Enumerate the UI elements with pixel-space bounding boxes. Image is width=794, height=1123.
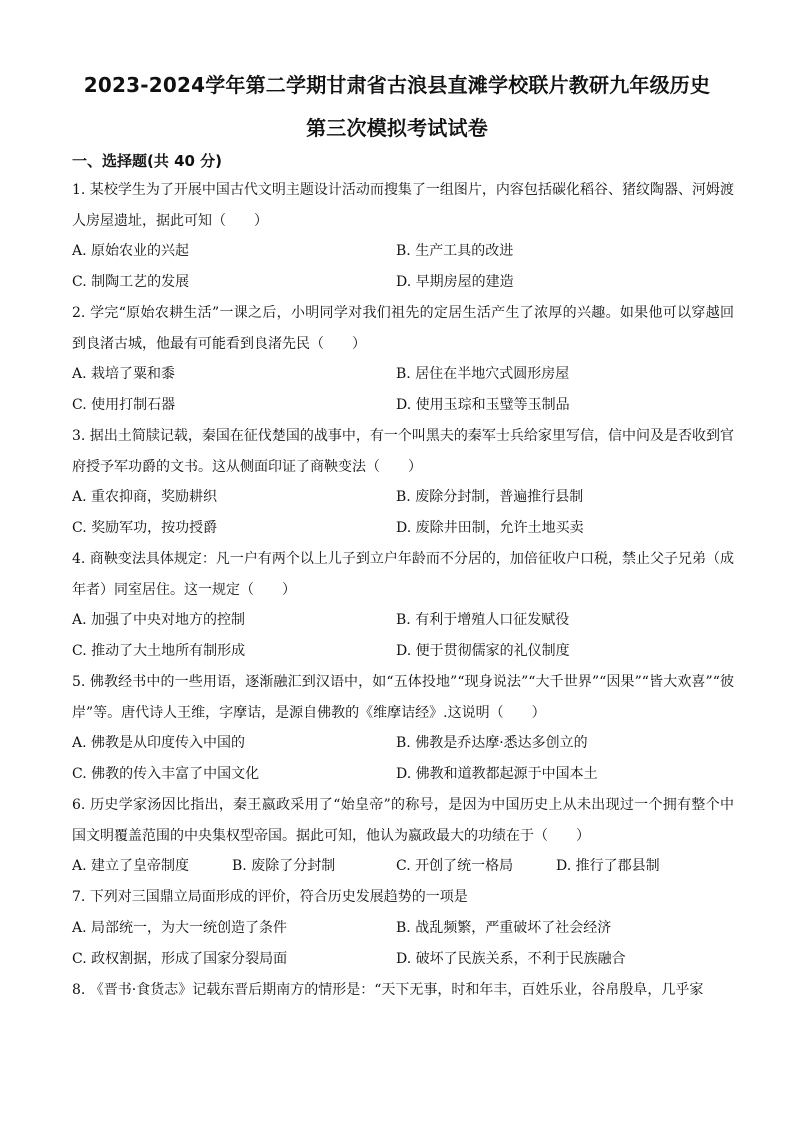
question-7 bbox=[72, 882, 734, 975]
question-text: 6. 历史学家汤因比指出，秦王嬴政采用了“始皇帝”的称号，是因为中国历史上从未出现过一个拥有整个中国文明覆盖范围的中央集权型帝国。据此可知，他认为嬴政最大的功绩在于（ ） bbox=[72, 797, 734, 844]
option-d[interactable]: D. 破坏了民族关系，不利于民族融合 bbox=[396, 950, 626, 967]
option-row bbox=[72, 636, 734, 667]
question-5 bbox=[72, 667, 734, 790]
question-text: 5. 佛教经书中的一些用语，逐渐融汇到汉语中，如“五体投地”“现身说法”“大千世界”“因果”“皆大欢喜”“彼岸”等。唐代诗人王维，字摩诘，是源自佛教的《维摩诘经》.这说明（ ） bbox=[72, 674, 734, 721]
question-text: 7. 下列对三国鼎立局面形成的评价，符合历史发展趋势的一项是 bbox=[72, 889, 468, 905]
option-row bbox=[72, 390, 734, 421]
question-text: 2. 学完“原始农耕生活”一课之后，小明同学对我们祖先的定居生活产生了浓厚的兴趣。如果他可以穿越回到良渚古城，他最有可能看到良渚先民（ ） bbox=[72, 305, 734, 352]
option-b[interactable]: B. 废除分封制，普遍推行县制 bbox=[396, 489, 584, 505]
question-6 bbox=[72, 790, 734, 882]
option-row bbox=[72, 236, 734, 267]
question-4 bbox=[72, 544, 734, 667]
option-b[interactable]: B. 居住在半地穴式圆形房屋 bbox=[396, 366, 570, 382]
option-d[interactable]: D. 早期房屋的建造 bbox=[396, 274, 514, 290]
option-a[interactable]: A. 建立了皇帝制度 bbox=[72, 858, 190, 874]
option-row bbox=[72, 605, 734, 636]
question-3 bbox=[72, 421, 734, 544]
question-2 bbox=[72, 298, 734, 421]
option-c[interactable]: C. 推动了大土地所有制形成 bbox=[72, 643, 246, 659]
option-d[interactable]: D. 佛教和道教都起源于中国本土 bbox=[396, 766, 598, 782]
option-a[interactable]: A. 佛教是从印度传入中国的 bbox=[72, 735, 246, 751]
option-a[interactable]: A. 栽培了粟和黍 bbox=[72, 366, 176, 382]
option-b[interactable]: B. 废除了分封制 bbox=[232, 858, 336, 874]
option-c[interactable]: C. 开创了统一格局 bbox=[396, 858, 514, 874]
question-text: 3. 据出土简牍记载，秦国在征伐楚国的战事中，有一个叫黑夫的秦军士兵给家里写信，信中问及是否收到官府授予军功爵的文书。这从侧面印证了商鞅变法（ ） bbox=[72, 428, 734, 475]
option-row bbox=[72, 359, 734, 390]
option-a[interactable]: A. 原始农业的兴起 bbox=[72, 243, 190, 259]
question-8 bbox=[72, 975, 734, 1006]
option-row bbox=[72, 759, 734, 790]
option-row bbox=[72, 944, 734, 975]
option-row bbox=[72, 513, 734, 544]
option-c[interactable]: C. 使用打制石器 bbox=[72, 397, 176, 413]
option-c[interactable]: C. 佛教的传入丰富了中国文化 bbox=[72, 766, 260, 782]
option-b[interactable]: B. 生产工具的改进 bbox=[396, 243, 514, 259]
option-a[interactable]: A. 加强了中央对地方的控制 bbox=[72, 612, 246, 628]
option-c[interactable]: C. 政权割据，形成了国家分裂局面 bbox=[72, 950, 288, 967]
option-d[interactable]: D. 废除井田制，允许土地买卖 bbox=[396, 520, 584, 536]
question-text: 8. 《晋书·食货志》记载东晋后期南方的情形是：“天下无事，时和年丰，百姓乐业，谷帛殷阜，几乎家 bbox=[72, 981, 704, 998]
question-text: 4. 商鞅变法具体规定：凡一户有两个以上儿子到立户年龄而不分居的，加倍征收户口税，禁止父子兄弟（成年者）同室居住。这一规定（ ） bbox=[72, 551, 734, 598]
option-a[interactable]: A. 局部统一，为大一统创造了条件 bbox=[72, 919, 288, 936]
option-d[interactable]: D. 便于贯彻儒家的礼仪制度 bbox=[396, 643, 570, 659]
option-row bbox=[72, 913, 734, 944]
option-row bbox=[72, 728, 734, 759]
option-a[interactable]: A. 重农抑商，奖励耕织 bbox=[72, 489, 218, 505]
option-b[interactable]: B. 佛教是乔达摩·悉达多创立的 bbox=[396, 735, 588, 751]
exam-title-line2: 第三次模拟考试试卷 bbox=[306, 116, 488, 140]
question-1 bbox=[72, 175, 734, 298]
exam-title-line1: 2023-2024学年第二学期甘肃省古浪县直滩学校联片教研九年级历史 bbox=[83, 73, 711, 97]
option-d[interactable]: D. 使用玉琮和玉璧等玉制品 bbox=[396, 397, 570, 413]
option-row bbox=[72, 851, 734, 882]
option-c[interactable]: C. 制陶工艺的发展 bbox=[72, 274, 190, 290]
option-b[interactable]: B. 有利于增殖人口征发赋役 bbox=[396, 612, 570, 628]
option-d[interactable]: D. 推行了郡县制 bbox=[556, 858, 660, 874]
question-text: 1. 某校学生为了开展中国古代文明主题设计活动而搜集了一组图片，内容包括碳化稻谷、猪纹陶器、河姆渡人房屋遗址，据此可知（ ） bbox=[72, 182, 734, 229]
option-c[interactable]: C. 奖励军功，按功授爵 bbox=[72, 520, 218, 536]
section-heading: 一、选择题(共 40 分) bbox=[72, 152, 223, 170]
option-b[interactable]: B. 战乱频繁，严重破坏了社会经济 bbox=[396, 919, 612, 936]
option-row bbox=[72, 267, 734, 298]
exam-content bbox=[72, 148, 734, 1005]
option-row bbox=[72, 482, 734, 513]
